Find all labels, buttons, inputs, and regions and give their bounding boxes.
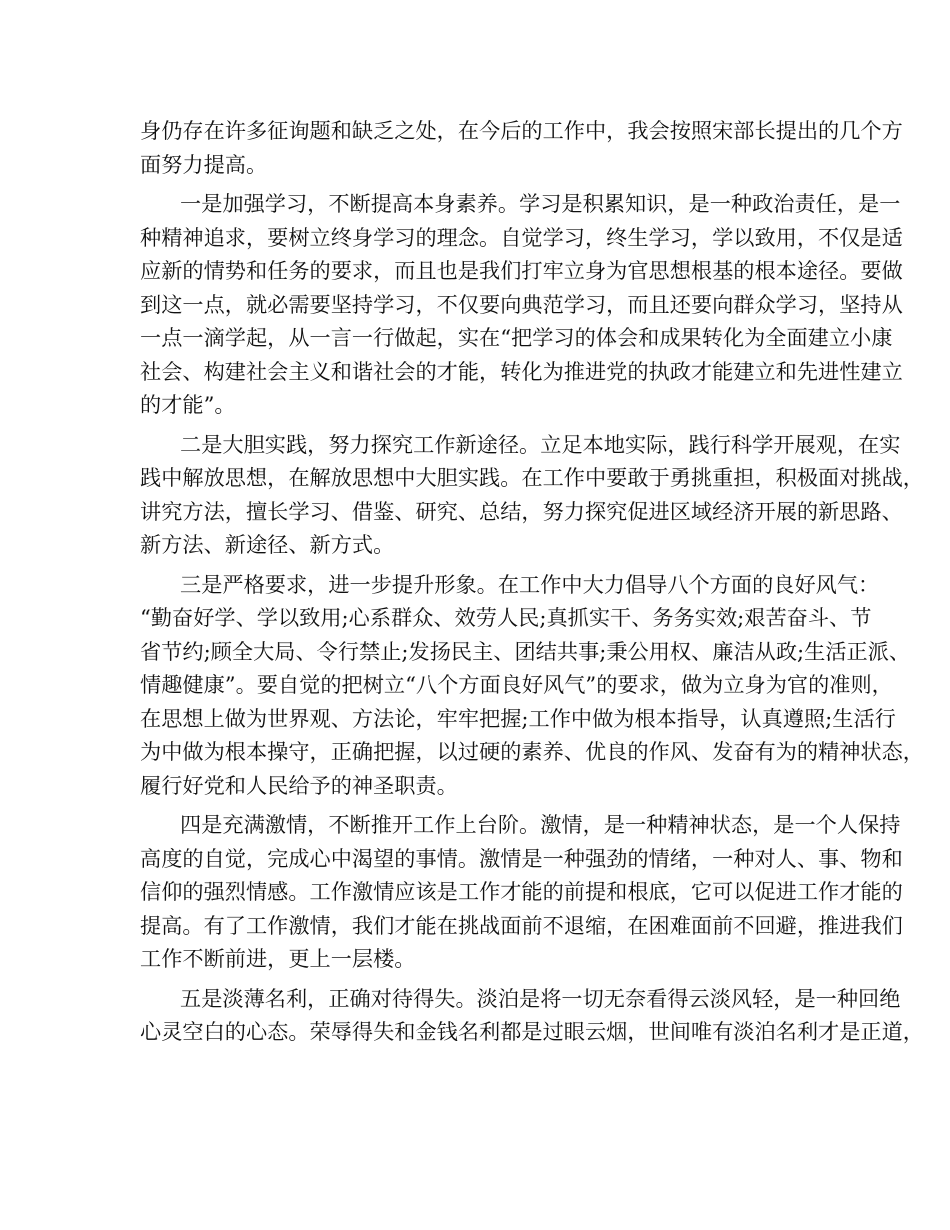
text-line: 心灵空白的心态。荣辱得失和金钱名利都是过眼云烟，世间唯有淡泊名利才是正道， (140, 1019, 924, 1044)
text-line: 省节约;顾全大局、令行禁止;发扬民主、团结共事;秉公用权、廉洁从政;生活正派、 (140, 638, 911, 664)
document-body (140, 114, 924, 1049)
paragraph (140, 982, 924, 1049)
text-line: 讲究方法，擅长学习、借鉴、研究、总结，努力探究促进区域经济开展的新思路、 (140, 498, 903, 524)
paragraph (140, 568, 924, 803)
text-line: 四是充满激情，不断推开工作上台阶。激情，是一种精神状态，是一个人保持 (180, 812, 901, 837)
text-line: 情趣健康”。要自觉的把树立“八个方面良好风气”的要求，做为立身为官的准则， (140, 672, 893, 697)
text-line: 的才能”。 (140, 392, 236, 417)
text-line: 提高。有了工作激情，我们才能在挑战面前不退缩，在困难面前不回避，推进我们 (140, 912, 903, 938)
text-line: 到这一点，就必需要坚持学习，不仅要向典范学习，而且还要向群众学习，坚持从 (140, 291, 903, 317)
paragraph (140, 808, 903, 976)
text-line: 一点一滴学起，从一言一行做起，实在“把学习的体会和成果转化为全面建立小康 (140, 325, 893, 350)
text-line: 种精神追求，要树立终身学习的理念。自觉学习，终生学习，学以致用，不仅是适 (140, 224, 903, 250)
text-line: 在思想上做为世界观、方法论，牢牢把握;工作中做为根本指导，认真遵照;生活行 (140, 705, 896, 731)
text-line: 工作不断前进，更上一层楼。 (140, 946, 416, 971)
text-line: 面努力提高。 (140, 151, 268, 177)
text-line: 身仍存在许多征询题和缺乏之处，在今后的工作中，我会按照宋部长提出的几个方 (140, 118, 903, 143)
text-line: 一是加强学习，不断提高本身素养。学习是积累知识，是一种政治责任，是一 (180, 191, 901, 216)
text-line: 高度的自觉，完成心中渴望的事情。激情是一种强劲的情绪，一种对人、事、物和 (140, 845, 903, 871)
text-line: 社会、构建社会主义和谐社会的才能，转化为推进党的执政才能建立和先进性建立 (140, 358, 903, 384)
text-line: 履行好党和人民给予的神圣职责。 (140, 772, 458, 798)
text-line: 新方法、新途径、新方式。 (140, 532, 395, 557)
text-line: 践中解放思想，在解放思想中大胆实践。在工作中要敢于勇挑重担，积极面对挑战， (140, 465, 924, 490)
text-line: 信仰的强烈情感。工作激情应该是工作才能的前提和根底，它可以促进工作才能的 (140, 879, 903, 904)
text-line: 五是淡薄名利，正确对待得失。淡泊是将一切无奈看得云淡风轻，是一种回绝 (180, 985, 901, 1011)
text-line: 三是严格要求，进一步提升形象。在工作中大力倡导八个方面的良好风气： (180, 571, 880, 597)
text-line: “勤奋好学、学以致用;心系群众、效劳人民;真抓实干、务务实效;艰苦奋斗、节 (140, 605, 872, 630)
text-line: 应新的情势和任务的要求，而且也是我们打牢立身为官思想根基的根本途径。要做 (140, 258, 903, 283)
text-line: 二是大胆实践，努力探究工作新途径。立足本地实际，践行科学开展观，在实 (180, 431, 901, 457)
paragraph (140, 114, 903, 181)
text-line: 为中做为根本操守，正确把握，以过硬的素养、优良的作风、发奋有为的精神状态， (140, 739, 924, 764)
paragraph (140, 428, 924, 562)
paragraph (140, 187, 903, 422)
